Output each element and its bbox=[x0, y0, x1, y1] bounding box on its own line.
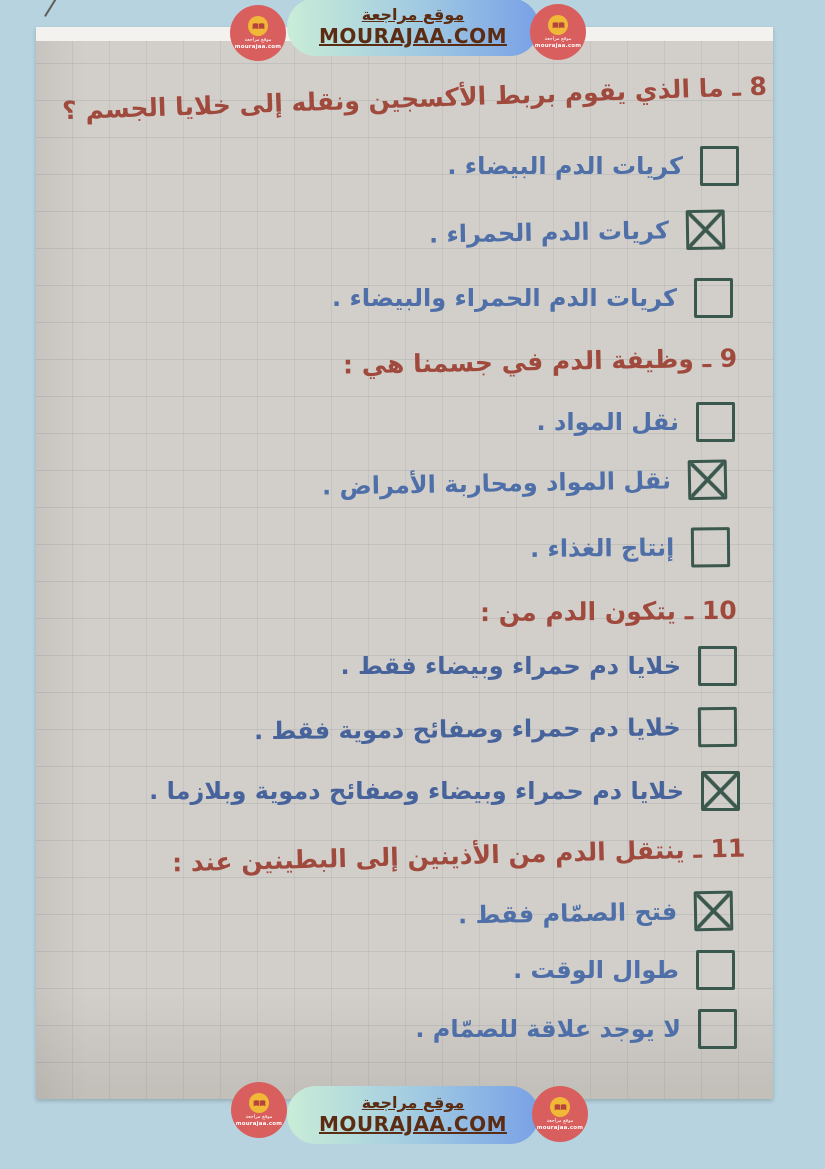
site-logo bbox=[230, 5, 286, 61]
question-11-text: 11 ـ ينتقل الدم من الأذينين إلى البطينين عند : bbox=[171, 833, 746, 878]
option-label: خلايا دم حمراء وبيضاء فقط . bbox=[340, 652, 681, 680]
option-label: كريات الدم الحمراء والبيضاء . bbox=[332, 284, 677, 312]
site-name-arabic: موقع مراجعة bbox=[361, 1093, 465, 1113]
option-row bbox=[332, 278, 733, 318]
open-book-icon bbox=[548, 15, 568, 35]
option-label: لا يوجد علاقة للصمّام . bbox=[415, 1015, 681, 1043]
option-label: نقل المواد . bbox=[536, 408, 679, 436]
option-label: كريات الدم الحمراء . bbox=[428, 216, 670, 249]
answer-checkbox bbox=[701, 771, 740, 811]
paper-corner-fold-line bbox=[44, 0, 69, 17]
logo-arabic-text: موقع مراجعة bbox=[244, 37, 272, 43]
site-header-badge[interactable] bbox=[287, 0, 539, 56]
option-row bbox=[341, 646, 738, 686]
answer-checkbox bbox=[686, 209, 726, 250]
option-row bbox=[322, 459, 728, 506]
question-9-text: 9 ـ وظيفة الدم في جسمنا هي : bbox=[342, 343, 738, 380]
site-name-arabic: موقع مراجعة bbox=[361, 5, 465, 25]
answer-checkbox bbox=[696, 950, 735, 990]
option-row bbox=[447, 146, 739, 186]
open-book-icon bbox=[550, 1097, 570, 1117]
option-label: نقل المواد ومحاربة الأمراض . bbox=[321, 466, 672, 501]
option-row bbox=[530, 527, 731, 569]
option-label: إنتاج الغذاء . bbox=[529, 533, 675, 563]
site-footer-badge[interactable] bbox=[287, 1086, 539, 1144]
site-domain-link[interactable]: MOURAJAA.COM bbox=[319, 23, 507, 48]
option-label: كريات الدم البيضاء . bbox=[447, 152, 683, 180]
site-logo bbox=[532, 1086, 588, 1142]
option-row bbox=[513, 950, 735, 990]
logo-domain-text: mourajaa.com bbox=[536, 1125, 584, 1131]
option-row bbox=[415, 1009, 737, 1049]
option-label: طوال الوقت . bbox=[513, 956, 679, 984]
logo-arabic-text: موقع مراجعة bbox=[245, 1114, 273, 1120]
answer-checkbox bbox=[698, 1009, 737, 1049]
logo-domain-text: mourajaa.com bbox=[234, 44, 282, 50]
site-logo bbox=[231, 1082, 287, 1138]
open-book-icon bbox=[248, 16, 268, 36]
option-label: فتح الصمّام فقط . bbox=[457, 897, 678, 930]
option-label: خلايا دم حمراء وبيضاء وصفائح دموية وبلازما . bbox=[149, 777, 684, 805]
answer-checkbox bbox=[698, 707, 737, 747]
option-row bbox=[429, 209, 726, 254]
option-label: خلايا دم حمراء وصفائح دموية فقط . bbox=[254, 713, 682, 746]
option-row bbox=[254, 707, 737, 751]
answer-checkbox bbox=[700, 146, 739, 186]
logo-domain-text: mourajaa.com bbox=[235, 1121, 283, 1127]
logo-arabic-text: موقع مراجعة bbox=[546, 1118, 574, 1124]
answer-checkbox bbox=[694, 891, 734, 932]
logo-arabic-text: موقع مراجعة bbox=[544, 36, 572, 42]
answer-checkbox bbox=[688, 459, 728, 500]
site-logo bbox=[530, 4, 586, 60]
logo-domain-text: mourajaa.com bbox=[534, 43, 582, 49]
question-10-text: 10 ـ يتكون الدم من : bbox=[480, 595, 738, 628]
site-domain-link[interactable]: MOURAJAA.COM bbox=[319, 1111, 507, 1136]
answer-checkbox bbox=[698, 646, 737, 686]
answer-checkbox bbox=[694, 278, 733, 318]
option-row bbox=[457, 891, 733, 936]
open-book-icon bbox=[249, 1093, 269, 1113]
answer-checkbox bbox=[691, 527, 730, 567]
option-row bbox=[149, 771, 740, 811]
answer-checkbox bbox=[696, 402, 735, 442]
question-8-text: 8 ـ ما الذي يقوم بربط الأكسجين ونقله إلى خلايا الجسم ؟ bbox=[61, 71, 768, 126]
option-row bbox=[537, 402, 735, 442]
